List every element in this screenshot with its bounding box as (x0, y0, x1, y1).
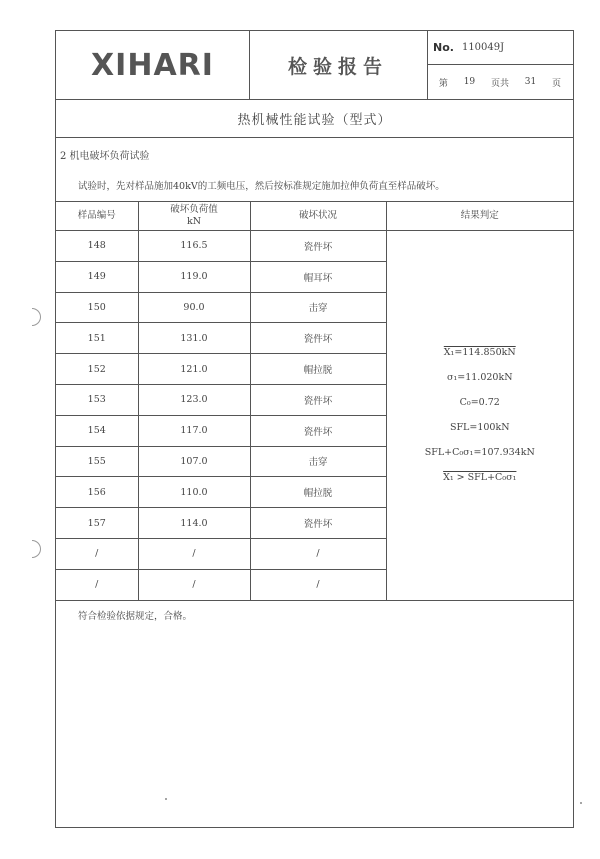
page-suffix: 页 (552, 78, 562, 89)
cell-status: 瓷件坏 (250, 384, 386, 415)
cell-sample-id: 154 (56, 415, 138, 446)
report-number-label: No. (433, 41, 454, 54)
header-sample-id: 样品编号 (56, 202, 138, 231)
result-sigma: σ₁=11.020kN (446, 372, 513, 384)
report-header (56, 31, 573, 100)
page-current: 19 (463, 77, 476, 87)
page-indicator (427, 65, 573, 99)
conclusion-text: 符合检验依据规定，合格。 (78, 611, 193, 622)
cell-sample-id: / (56, 538, 138, 569)
result-mean: X₁=114.850kN (443, 347, 516, 359)
scan-speck (580, 802, 582, 804)
cell-status: 瓷件坏 (250, 508, 386, 539)
result-threshold: SFL+C₀σ₁=107.934kN (424, 447, 535, 459)
results-table (56, 201, 573, 601)
cell-sample-id: 155 (56, 446, 138, 477)
report-number (427, 31, 573, 65)
cell-load: 121.0 (138, 354, 250, 385)
cell-sample-id: 148 (56, 231, 138, 262)
result-cell (386, 231, 573, 601)
page-total: 31 (524, 77, 537, 87)
cell-status: 瓷件坏 (250, 231, 386, 262)
page-prefix: 第 (438, 78, 448, 89)
page-mid: 页共 (490, 78, 509, 89)
binder-hole-bottom (32, 540, 41, 558)
subsection-heading: 2 机电破坏负荷试验 (60, 151, 150, 162)
cell-load: 114.0 (138, 508, 250, 539)
title-cell (249, 31, 428, 99)
cell-load: / (138, 538, 250, 569)
cell-status: 帽拉脱 (250, 354, 386, 385)
table-row (56, 231, 573, 262)
header-load (138, 202, 250, 231)
cell-sample-id: 149 (56, 261, 138, 292)
cell-sample-id: 153 (56, 384, 138, 415)
header-result: 结果判定 (386, 202, 573, 231)
header-load-label: 破坏负荷值 (170, 204, 218, 215)
cell-status: 帽耳坏 (250, 261, 386, 292)
cell-load: 110.0 (138, 477, 250, 508)
cell-status: / (250, 569, 386, 600)
company-logo: XIHARI (91, 47, 214, 83)
result-sfl: SFL=100kN (449, 422, 510, 434)
cell-sample-id: 152 (56, 354, 138, 385)
cell-load: / (138, 569, 250, 600)
test-description: 试验时，先对样品施加40kV的工频电压，然后按标准规定施加拉伸负荷直至样品破坏。 (78, 181, 445, 192)
cell-load: 119.0 (138, 261, 250, 292)
cell-sample-id: 156 (56, 477, 138, 508)
cell-status: 击穿 (250, 292, 386, 323)
cell-status: 瓷件坏 (250, 415, 386, 446)
table-header-row (56, 202, 573, 231)
cell-sample-id: / (56, 569, 138, 600)
cell-sample-id: 157 (56, 508, 138, 539)
result-c0: C₀=0.72 (459, 397, 500, 409)
cell-load: 116.5 (138, 231, 250, 262)
report-number-value: 110049J (461, 42, 505, 53)
cell-status: 帽拉脱 (250, 477, 386, 508)
cell-load: 123.0 (138, 384, 250, 415)
cell-sample-id: 150 (56, 292, 138, 323)
result-comparison: X₁ > SFL+C₀σ₁ (443, 472, 517, 484)
cell-status: 击穿 (250, 446, 386, 477)
cell-load: 117.0 (138, 415, 250, 446)
cell-load: 131.0 (138, 323, 250, 354)
section-title: 热机械性能试验（型式） (56, 99, 573, 138)
cell-sample-id: 151 (56, 323, 138, 354)
logo-cell (56, 31, 250, 99)
binder-hole-top (32, 308, 41, 326)
cell-load: 107.0 (138, 446, 250, 477)
cell-load: 90.0 (138, 292, 250, 323)
header-load-unit: kN (186, 216, 202, 227)
header-status: 破坏状况 (250, 202, 386, 231)
report-frame (55, 30, 574, 828)
report-title: 检验报告 (287, 55, 388, 78)
cell-status: 瓷件坏 (250, 323, 386, 354)
cell-status: / (250, 538, 386, 569)
